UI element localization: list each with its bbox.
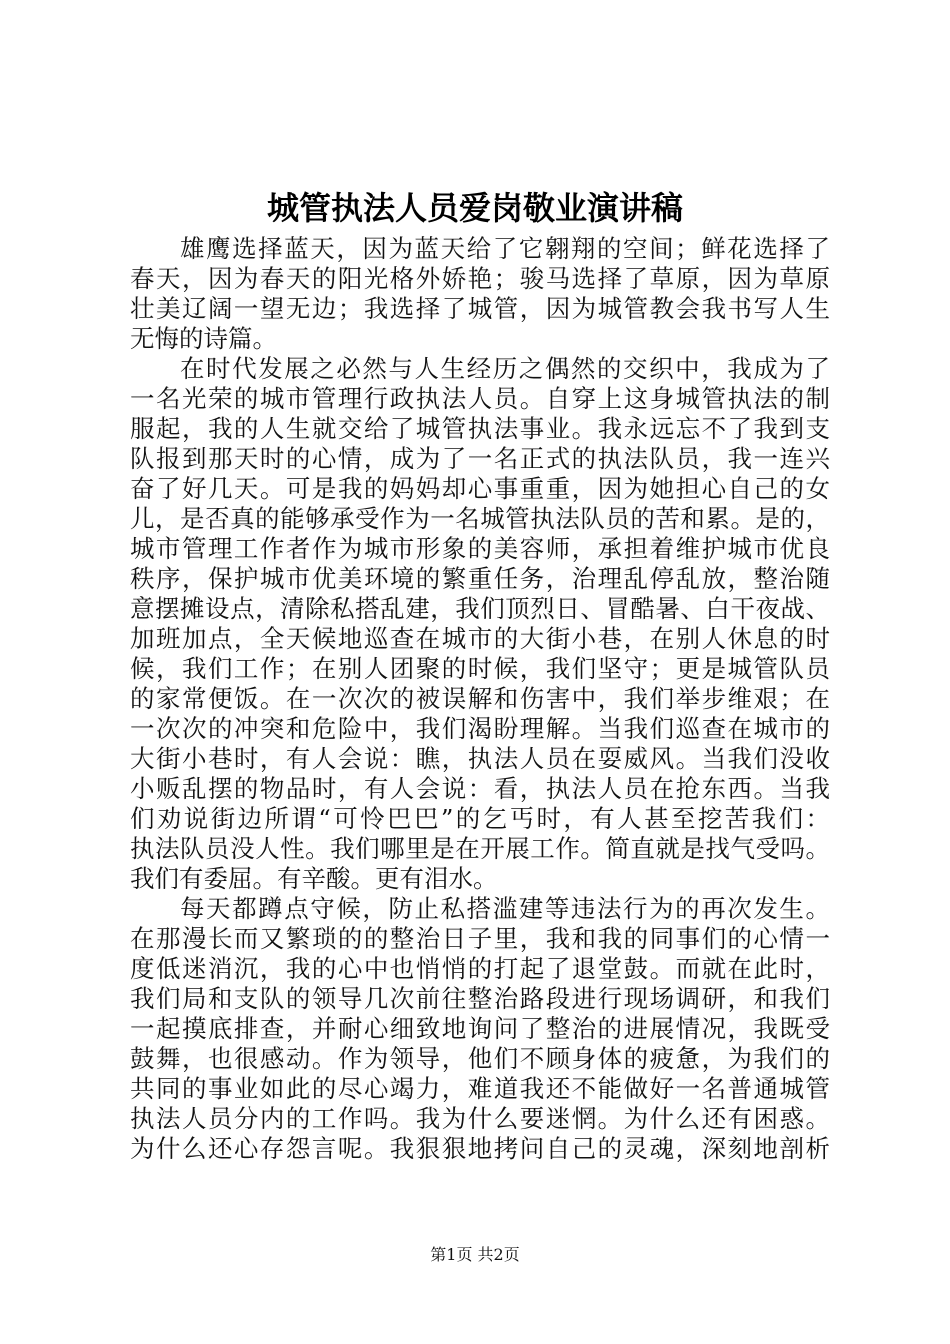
paragraph-line: 队报到那天时的心情，成为了一名正式的执法队员，我一连兴 bbox=[130, 444, 830, 473]
paragraph-line: 候，我们工作；在别人团聚的时候，我们坚守；更是城管队员 bbox=[130, 654, 830, 683]
paragraph-line: 大街小巷时，有人会说：瞧，执法人员在耍威风。当我们没收 bbox=[130, 744, 830, 773]
document-body bbox=[130, 234, 830, 1164]
paragraph-line: 意摆摊设点，清除私搭乱建，我们顶烈日、冒酷暑、白干夜战、 bbox=[130, 594, 830, 623]
paragraph-line: 春天，因为春天的阳光格外娇艳；骏马选择了草原，因为草原 bbox=[130, 264, 830, 293]
paragraph-line: 们劝说街边所谓“可怜巴巴”的乞丐时，有人甚至挖苦我们： bbox=[130, 804, 830, 833]
paragraph-line: 一名光荣的城市管理行政执法人员。自穿上这身城管执法的制 bbox=[130, 384, 830, 413]
paragraph-line: 一次次的冲突和危险中，我们渴盼理解。当我们巡查在城市的 bbox=[130, 714, 830, 743]
paragraph-line: 壮美辽阔一望无边；我选择了城管，因为城管教会我书写人生 bbox=[130, 294, 830, 323]
paragraph-line: 在那漫长而又繁琐的的整治日子里，我和我的同事们的心情一 bbox=[130, 924, 830, 953]
paragraph-line: 共同的事业如此的尽心竭力，难道我还不能做好一名普通城管 bbox=[130, 1074, 830, 1103]
paragraph-line: 加班加点，全天候地巡查在城市的大街小巷，在别人休息的时 bbox=[130, 624, 830, 653]
document-title: 城管执法人员爱岗敬业演讲稿 bbox=[266, 189, 683, 227]
page-footer: 第1页 共2页 bbox=[430, 1245, 520, 1264]
paragraph-line: 度低迷消沉，我的心中也悄悄的打起了退堂鼓。而就在此时， bbox=[130, 954, 830, 983]
paragraph-line: 无悔的诗篇。 bbox=[130, 324, 277, 353]
paragraph-line: 一起摸底排查，并耐心细致地询问了整治的进展情况，我既受 bbox=[130, 1014, 830, 1043]
paragraph-line: 为什么还心存怨言呢。我狠狠地拷问自己的灵魂，深刻地剖析 bbox=[130, 1134, 830, 1163]
paragraph-line: 在时代发展之必然与人生经历之偶然的交织中，我成为了 bbox=[180, 354, 830, 383]
paragraph-line: 的家常便饭。在一次次的被误解和伤害中，我们举步维艰；在 bbox=[130, 684, 830, 713]
paragraph-line: 奋了好几天。可是我的妈妈却心事重重，因为她担心自己的女 bbox=[130, 474, 830, 503]
paragraph-line: 我们有委屈。有辛酸。更有泪水。 bbox=[130, 864, 498, 893]
paragraph-line: 小贩乱摆的物品时，有人会说：看，执法人员在抢东西。当我 bbox=[130, 774, 830, 803]
paragraph-line: 服起，我的人生就交给了城管执法事业。我永远忘不了我到支 bbox=[130, 414, 830, 443]
paragraph-line: 执法人员分内的工作吗。我为什么要迷惘。为什么还有困惑。 bbox=[130, 1104, 830, 1133]
paragraph-line: 儿，是否真的能够承受作为一名城管执法队员的苦和累。是的， bbox=[130, 504, 830, 533]
paragraph-line: 执法队员没人性。我们哪里是在开展工作。简直就是找气受吗。 bbox=[130, 834, 830, 863]
paragraph-line: 每天都蹲点守候，防止私搭滥建等违法行为的再次发生。 bbox=[180, 894, 830, 923]
paragraph-line: 城市管理工作者作为城市形象的美容师，承担着维护城市优良 bbox=[130, 534, 830, 563]
paragraph-line: 秩序，保护城市优美环境的繁重任务，治理乱停乱放，整治随 bbox=[130, 564, 830, 593]
paragraph-line: 鼓舞，也很感动。作为领导，他们不顾身体的疲惫，为我们的 bbox=[130, 1044, 830, 1073]
paragraph-line: 雄鹰选择蓝天，因为蓝天给了它翱翔的空间；鲜花选择了 bbox=[180, 234, 830, 263]
paragraph-line: 我们局和支队的领导几次前往整治路段进行现场调研，和我们 bbox=[130, 984, 830, 1013]
